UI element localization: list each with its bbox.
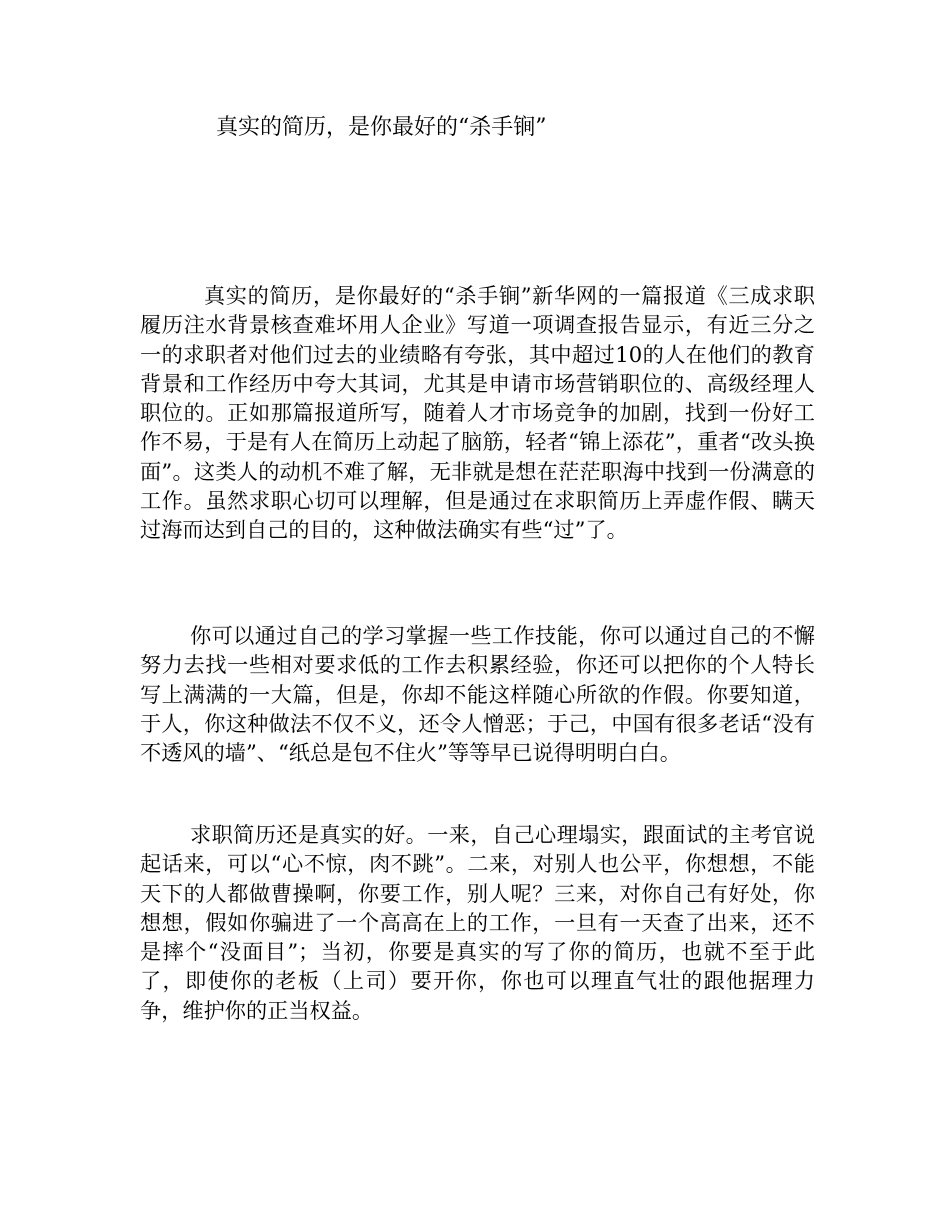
document-title: 真实的简历，是你最好的“杀手锏” bbox=[216, 115, 547, 140]
paragraph-1: 真实的简历，是你最好的“杀手锏”新华网的一篇报道《三成求职履历注水背景核查难坏用人企业》写道一项调查报告显示，有近三分之一的求职者对他们过去的业绩略有夸张，其中超过10的人在他们的教育背景和工作经历中夸大其词，尤其是申请市场营销职位的、高级经理人职位的。正如那篇报道所写，随着人才市场竞争的加剧，找到一份好工作不易，于是有人在简历上动起了脑筋，轻者“锦上添花”，重者“改头换面”。这类人的动机不难了解，无非就是想在茫茫职海中找到一份满意的工作。虽然求职心切可以理解，但是通过在求职简历上弄虚作假、瞒天过海而达到自己的目的，这种做法确实有些“过”了。 bbox=[140, 283, 815, 543]
paragraph-3: 求职简历还是真实的好。一来，自己心理塌实，跟面试的主考官说起话来，可以“心不惊，肉不跳”。二来，对别人也公平，你想想，不能天下的人都做曹操啊，你要工作，别人呢？三来，对你自己有好处，你想想，假如你骗进了一个高高在上的工作，一旦有一天查了出来，还不是摔个“没面目”；当初，你要是真实的写了你的简历，也就不至于此了，即使你的老板（上司）要开你，你也可以理直气壮的跟他据理力争，维护你的正当权益。 bbox=[140, 822, 815, 1023]
paragraph-2: 你可以通过自己的学习掌握一些工作技能，你可以通过自己的不懈努力去找一些相对要求低的工作去积累经验，你还可以把你的个人特长写上满满的一大篇，但是，你却不能这样随心所欲的作假。你要知道，于人，你这种做法不仅不义，还令人憎恶；于己，中国有很多老话“没有不透风的墙”、“纸总是包不住火”等等早已说得明明白白。 bbox=[140, 623, 815, 766]
